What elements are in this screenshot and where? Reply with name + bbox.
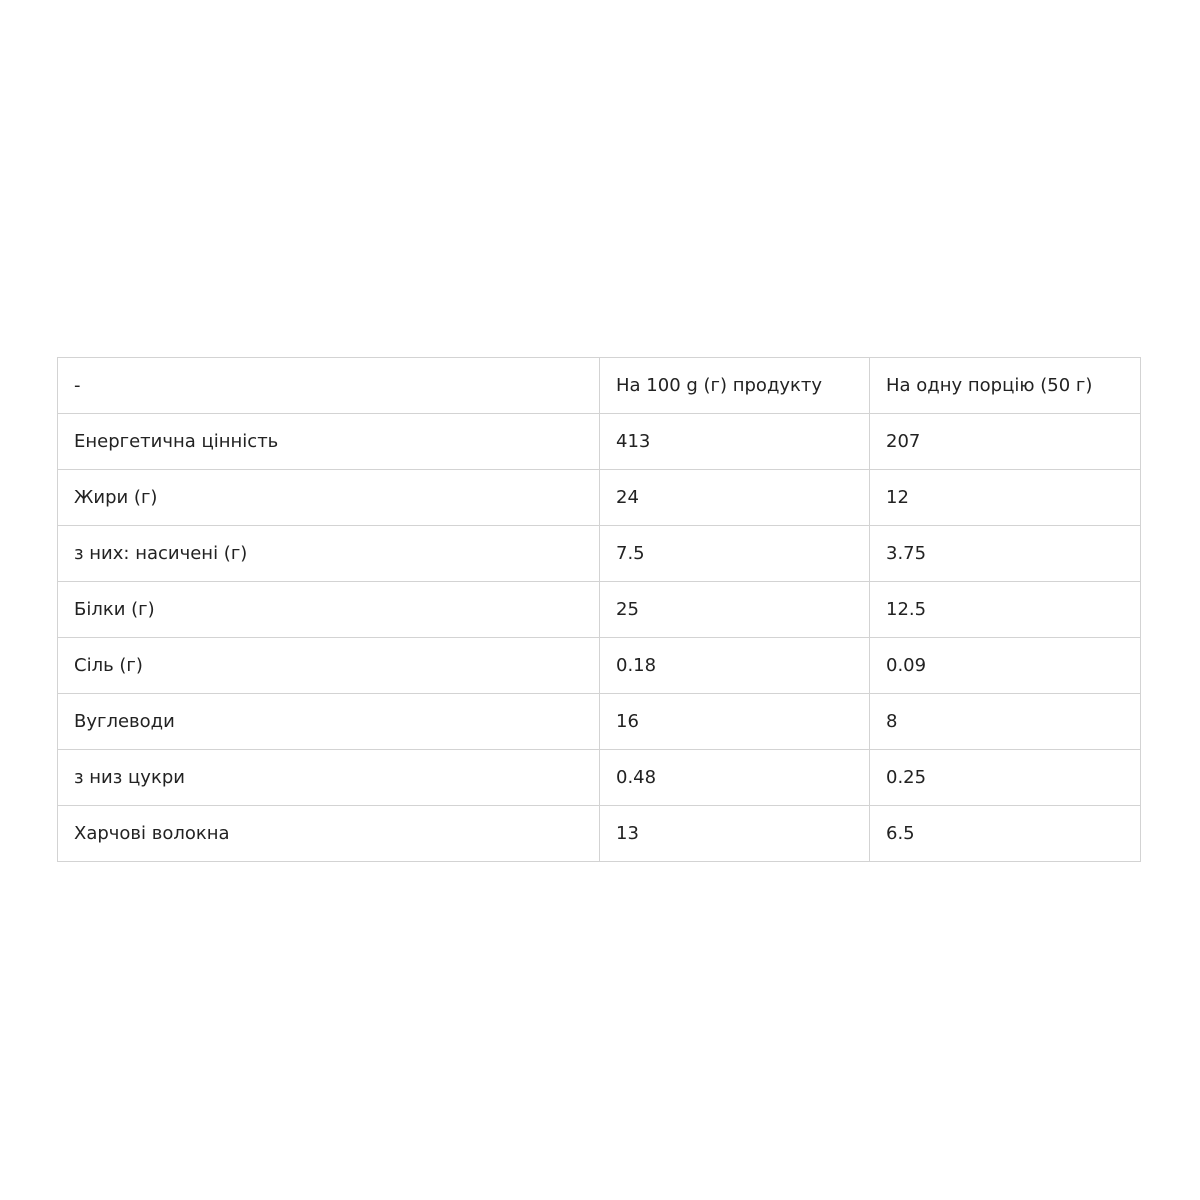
- row-value-per-serving: 0.09: [870, 638, 1141, 694]
- row-label: Вуглеводи: [58, 694, 600, 750]
- row-label: Жири (г): [58, 470, 600, 526]
- table-row: [58, 414, 1141, 470]
- nutrition-table: [57, 357, 1141, 862]
- table-row: [58, 582, 1141, 638]
- row-value-per-serving: 0.25: [870, 750, 1141, 806]
- row-value-per-100g: 0.18: [600, 638, 870, 694]
- header-cell-per-serving: На одну порцію (50 г): [870, 358, 1141, 414]
- row-value-per-100g: 413: [600, 414, 870, 470]
- row-label: Білки (г): [58, 582, 600, 638]
- row-value-per-100g: 13: [600, 806, 870, 862]
- row-value-per-100g: 0.48: [600, 750, 870, 806]
- header-cell-label: -: [58, 358, 600, 414]
- row-label: з низ цукри: [58, 750, 600, 806]
- row-value-per-100g: 25: [600, 582, 870, 638]
- header-cell-per-100g: На 100 g (г) продукту: [600, 358, 870, 414]
- table-row: [58, 750, 1141, 806]
- table-row: [58, 470, 1141, 526]
- row-label: Енергетична цінність: [58, 414, 600, 470]
- table-row: [58, 806, 1141, 862]
- row-label: Сіль (г): [58, 638, 600, 694]
- row-value-per-serving: 207: [870, 414, 1141, 470]
- row-value-per-100g: 7.5: [600, 526, 870, 582]
- table-header-row: [58, 358, 1141, 414]
- table-row: [58, 694, 1141, 750]
- row-value-per-serving: 8: [870, 694, 1141, 750]
- row-value-per-serving: 12: [870, 470, 1141, 526]
- row-value-per-100g: 24: [600, 470, 870, 526]
- table-row: [58, 638, 1141, 694]
- row-value-per-100g: 16: [600, 694, 870, 750]
- row-label: Харчові волокна: [58, 806, 600, 862]
- row-label: з них: насичені (г): [58, 526, 600, 582]
- row-value-per-serving: 12.5: [870, 582, 1141, 638]
- table-row: [58, 526, 1141, 582]
- row-value-per-serving: 6.5: [870, 806, 1141, 862]
- row-value-per-serving: 3.75: [870, 526, 1141, 582]
